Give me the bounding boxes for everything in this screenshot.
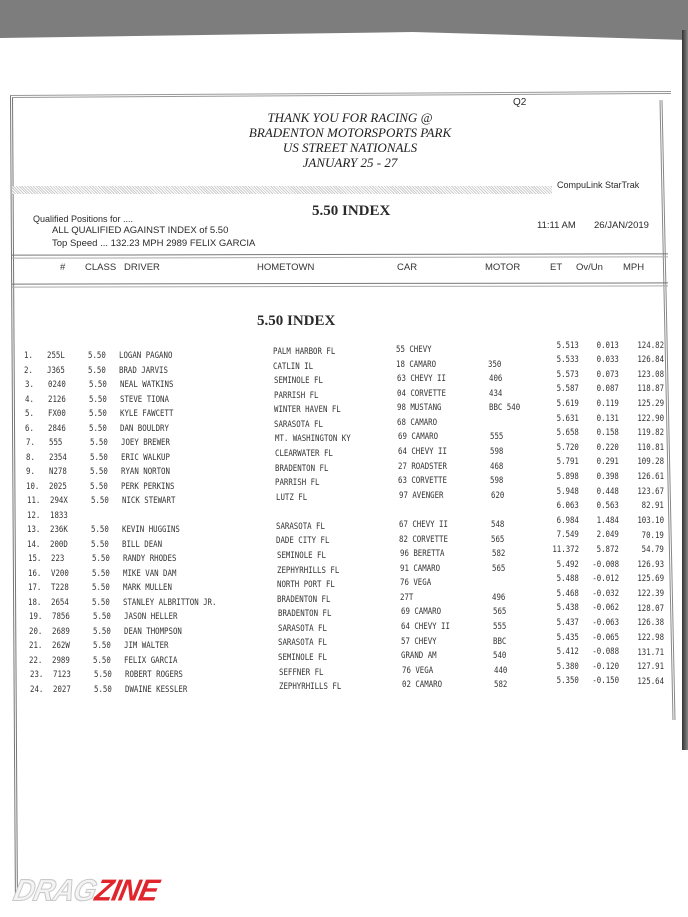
row-class: 5.50 [90,467,108,478]
row-car: 63 CORVETTE [398,476,448,487]
logo-drag: DRAG [10,874,100,908]
row-et: 5.488 [556,574,579,585]
row-position: 16. [27,568,42,579]
row-motor: 540 [493,651,507,662]
row-mph: 126.84 [637,355,664,366]
row-car-number: T228 [51,583,69,594]
row-ovun: -0.088 [592,647,619,658]
timing-system-name: CompuLink StarTrak [557,180,640,190]
row-car-number: 2989 [52,655,71,666]
row-driver: LOGAN PAGANO [119,351,173,361]
row-class: 5.50 [93,684,112,695]
row-mph: 125.69 [637,574,664,585]
row-class: 5.50 [92,626,111,637]
row-motor: 468 [490,461,504,472]
row-et: 5.438 [556,603,579,614]
row-position: 7. [25,438,35,449]
row-motor: 555 [489,432,503,443]
row-mph: 122.98 [637,632,664,643]
row-et: 5.412 [556,647,579,658]
row-car: 55 CHEVY [396,345,432,355]
row-class: 5.50 [90,481,109,492]
row-car: 69 CAMARO [400,607,441,618]
column-header-driver: DRIVER [124,262,160,273]
row-mph: 128.07 [637,603,664,614]
row-et: 5.437 [556,617,579,628]
row-position: 12. [26,510,41,521]
row-class: 5.50 [89,452,108,463]
row-position: 1. [24,351,33,361]
row-mph: 123.67 [637,486,664,497]
column-header-car: CAR [397,262,418,273]
row-driver: NICK STEWART [121,496,175,507]
row-driver: JIM WALTER [124,641,169,652]
row-car: 76 VEGA [400,578,432,589]
row-ovun: 0.073 [596,369,619,380]
row-hometown: ZEPHYRHILLS FL [278,682,342,693]
row-mph: 103.10 [637,515,664,526]
row-et: 5.587 [556,384,579,395]
row-et: 5.350 [556,676,579,687]
row-class: 5.50 [93,670,112,681]
row-ovun: 0.398 [596,471,619,482]
row-car: 63 CHEVY II [396,374,446,385]
row-motor: BBC [493,636,507,647]
row-ovun: -0.012 [592,574,619,585]
row-motor: 582 [491,549,505,560]
row-position: 2. [24,365,34,376]
row-motor: 565 [491,563,506,574]
row-et: 5.619 [556,398,579,409]
row-position: 22. [29,655,43,666]
row-driver: NEAL WATKINS [119,380,173,391]
row-position: 13. [27,525,41,536]
row-mph: 125.29 [637,398,664,409]
row-car-number: 255L [47,351,65,361]
row-et: 5.533 [556,355,579,366]
row-car: 04 CORVETTE [396,388,446,399]
row-et: 5.720 [556,442,579,453]
row-hometown: SARASOTA FL [278,638,327,649]
row-position: 9. [26,467,35,478]
row-mph: 119.82 [637,428,664,439]
row-ovun: 2.049 [596,530,619,541]
row-hometown: PARRISH FL [275,478,320,489]
row-hometown: CLEARWATER FL [274,448,333,459]
row-driver: DWAINE KESSLER [124,684,188,695]
row-hometown: BRADENTON FL [277,609,331,620]
row-car-number: FX00 [48,409,66,420]
scanner-shadow-top [0,0,688,40]
row-mph: 125.64 [637,676,664,687]
row-ovun: 0.220 [596,442,619,453]
row-et: 5.468 [556,588,579,599]
row-class: 5.50 [91,525,109,536]
row-mph: 118.87 [637,384,664,395]
row-car: 57 CHEVY [401,636,437,647]
row-motor: 434 [488,388,503,399]
row-position: 15. [27,554,41,565]
row-hometown: SARASOTA FL [274,419,324,430]
row-driver: JOEY BREWER [120,438,170,449]
row-et: 5.380 [556,661,579,672]
row-mph: 82.91 [641,501,664,512]
row-class: 5.50 [90,496,109,507]
row-ovun: 0.119 [596,398,619,409]
row-et: 5.948 [556,486,579,497]
row-driver: RYAN NORTON [121,467,170,478]
row-driver: JASON HELLER [123,612,177,623]
row-class: 5.50 [91,554,110,565]
row-car-number: 7123 [52,670,71,681]
row-car-number: 2126 [47,394,66,405]
row-car: 27 ROADSTER [398,461,447,472]
row-mph: 122.90 [637,413,664,424]
row-ovun: 0.131 [596,413,619,424]
row-position: 4. [24,394,34,405]
row-position: 24. [29,684,44,695]
row-mph: 126.61 [637,472,664,483]
row-mph: 70.19 [641,530,664,541]
row-ovun: 5.872 [596,544,619,555]
header-line: THANK YOU FOR RACING @ [267,110,433,125]
row-driver: ERIC WALKUP [120,452,170,463]
row-class: 5.50 [92,583,110,594]
row-mph: 123.08 [637,369,664,380]
row-hometown: ZEPHYRHILLS FL [276,565,340,576]
dragzine-logo [10,874,161,909]
row-motor: 350 [488,359,502,370]
row-et: 11.372 [552,544,579,555]
header-line: BRADENTON MOTORSPORTS PARK [248,125,452,140]
print-time: 11:11 AM [537,220,576,231]
row-et: 5.435 [556,632,579,643]
print-date: 26/JAN/2019 [594,220,649,231]
row-car: GRAND AM [401,651,437,662]
row-motor: 582 [493,680,508,691]
dither-bar [12,186,552,194]
row-car: 68 CAMARO [397,417,438,428]
class-title: 5.50 INDEX [312,203,391,219]
row-ovun: -0.063 [592,617,619,628]
row-class: 5.50 [92,597,111,608]
row-driver: MARK MULLEN [123,583,172,594]
row-class: 5.50 [93,655,112,666]
row-car-number: 7856 [51,612,70,623]
row-et: 6.063 [556,501,579,512]
row-hometown: CATLIN IL [273,361,314,372]
row-class: 5.50 [88,351,106,361]
row-motor: 565 [492,607,506,618]
row-motor: 598 [489,447,504,458]
row-position: 19. [28,612,42,623]
row-car-number: 2654 [51,597,70,608]
row-motor: 555 [492,622,507,633]
row-et: 5.631 [556,413,579,424]
top-speed: Top Speed ... 132.23 MPH 2989 FELIX GARCIA [52,238,256,249]
row-et: 5.513 [556,340,579,351]
row-class: 5.50 [88,394,107,405]
row-class: 5.50 [91,568,110,579]
row-position: 6. [25,423,35,434]
row-position: 3. [24,380,34,391]
row-hometown: SEFFNER FL [278,667,324,678]
row-ovun: 0.158 [596,428,619,439]
row-car-number: 2846 [48,423,67,434]
row-position: 8. [25,452,35,463]
row-driver: PERK PERKINS [121,481,175,492]
row-driver: KYLE FAWCETT [120,409,174,420]
row-class: 5.50 [92,612,111,623]
row-car: 69 CAMARO [397,432,438,443]
row-car-number: 200D [50,539,69,550]
column-header-class: CLASS [85,262,117,273]
row-et: 7.549 [556,530,579,541]
row-driver: FELIX GARCIA [124,655,178,666]
row-car-number: 2354 [48,452,67,463]
row-car-number: 0240 [47,380,66,391]
column-header-ovun: Ov/Un [576,262,603,273]
scanner-shadow-right [682,30,688,750]
row-ovun: -0.150 [592,676,619,687]
row-car: 98 MUSTANG [397,403,442,414]
row-car: 18 CAMARO [396,359,437,370]
row-ovun: -0.120 [592,661,619,672]
row-driver: ROBERT ROGERS [124,670,183,681]
row-position: 17. [28,583,42,594]
header-line: JANUARY 25 - 27 [302,155,398,170]
row-position: 18. [28,597,42,608]
row-hometown: PARRISH FL [273,390,319,401]
row-position: 11. [26,496,40,507]
row-hometown: WINTER HAVEN FL [274,405,341,416]
row-class: 5.50 [89,423,108,434]
row-driver: KEVIN HUGGINS [122,525,180,536]
row-driver: STEVE TIONA [119,394,169,405]
row-motor: 440 [493,665,507,676]
row-hometown: SEMINOLE FL [278,652,328,663]
row-motor: 620 [490,490,504,501]
row-car: 76 VEGA [401,665,433,676]
row-ovun: 0.563 [596,501,619,512]
row-car-number: 1833 [49,510,68,521]
row-position: 23. [29,670,43,681]
row-car: 97 AVENGER [398,490,444,501]
row-hometown: SEMINOLE FL [276,550,326,561]
row-mph: 131.71 [637,647,664,658]
row-driver: BRAD JARVIS [119,365,169,376]
column-header-et: ET [550,262,563,273]
row-motor: 406 [488,374,502,385]
column-header-mph: MPH [623,262,645,273]
row-mph: 110.81 [637,442,664,453]
row-hometown: MT. WASHINGTON KY [274,434,351,445]
row-car: 67 CHEVY II [399,519,448,530]
row-car: 64 CHEVY II [397,447,447,458]
row-ovun: 0.448 [596,486,619,497]
row-ovun: 0.033 [596,355,619,366]
section-title: 5.50 INDEX [257,313,336,329]
row-class: 5.50 [88,365,107,376]
row-car-number: J365 [47,365,66,376]
column-header-num: # [60,262,66,273]
row-class: 5.50 [91,539,110,550]
row-driver: BILL DEAN [122,539,163,550]
row-mph: 126.38 [637,618,664,629]
row-car: 96 BERETTA [399,549,445,560]
row-position: 10. [26,481,40,492]
row-class: 5.50 [89,438,108,449]
row-hometown: PALM HARBOR FL [273,347,336,357]
column-header-motor: MOTOR [485,262,521,273]
row-et: 5.658 [556,428,579,439]
row-car-number: 294X [49,496,68,507]
row-hometown: DADE CITY FL [276,536,330,547]
row-et: 5.573 [556,369,579,380]
row-class: 5.50 [88,380,107,391]
row-driver: DEAN THOMPSON [123,626,182,637]
row-hometown: SARASOTA FL [276,521,325,532]
row-car-number: 2025 [49,481,68,492]
row-car-number: 223 [50,554,64,565]
row-car: 64 CHEVY II [400,622,450,633]
row-et: 5.791 [556,457,579,468]
row-car: 27T [400,592,414,603]
logo-zine: ZINE [91,874,162,908]
row-mph: 54.79 [641,545,664,556]
row-car-number: N278 [49,467,67,478]
row-motor: 496 [492,592,506,603]
row-ovun: -0.008 [592,559,619,570]
row-car: 02 CAMARO [401,680,442,691]
row-hometown: SEMINOLE FL [273,376,323,387]
row-ovun: 1.484 [596,515,619,526]
qualified-positions-label: Qualified Positions for .... [33,214,134,224]
row-hometown: BRADENTON FL [275,463,329,474]
row-driver: RANDY RHODES [122,554,176,565]
row-ovun: -0.065 [592,632,619,643]
row-ovun: -0.062 [592,603,619,614]
row-hometown: BRADENTON FL [277,594,331,605]
row-class: 5.50 [93,641,111,652]
row-car-number: V200 [50,568,69,579]
row-mph: 126.93 [637,559,664,570]
row-driver: STANLEY ALBRITTON JR. [123,597,217,608]
header-line: US STREET NATIONALS [282,140,418,155]
row-ovun: 0.087 [596,384,619,395]
row-car-number: 2027 [52,684,71,695]
row-position: 5. [25,409,34,420]
row-ovun: -0.032 [592,588,619,599]
row-et: 5.898 [556,471,579,482]
column-header-hometown: HOMETOWN [257,262,315,273]
row-driver: DAN BOULDRY [120,423,170,434]
row-position: 21. [29,641,43,652]
row-mph: 122.39 [637,589,664,600]
row-motor: 565 [491,534,505,545]
row-mph: 124.82 [637,340,664,351]
row-ovun: 0.291 [596,457,619,468]
row-ovun: 0.013 [596,340,619,351]
row-et: 5.492 [556,559,579,570]
qualifying-round: Q2 [513,97,527,108]
row-hometown: LUTZ FL [275,492,307,503]
qualified-against-index: ALL QUALIFIED AGAINST INDEX of 5.50 [52,225,229,236]
row-hometown: SARASOTA FL [277,623,327,634]
row-motor: BBC 540 [489,403,521,414]
row-car-number: 236K [50,525,68,536]
row-car-number: 262W [52,641,70,652]
row-car-number: 2689 [51,626,70,637]
row-position: 14. [27,539,41,550]
row-motor: 548 [491,519,505,530]
row-car-number: 555 [48,438,62,449]
row-et: 6.984 [556,515,579,526]
row-car: 91 CAMARO [399,563,440,574]
row-driver: MIKE VAN DAM [122,568,177,579]
row-position: 20. [28,626,43,637]
row-motor: 598 [490,476,504,487]
row-class: 5.50 [89,409,107,420]
row-car: 82 CORVETTE [399,534,449,545]
row-mph: 127.91 [637,662,664,673]
row-hometown: NORTH PORT FL [277,580,335,591]
row-mph: 109.28 [637,457,664,468]
event-header [200,110,500,170]
